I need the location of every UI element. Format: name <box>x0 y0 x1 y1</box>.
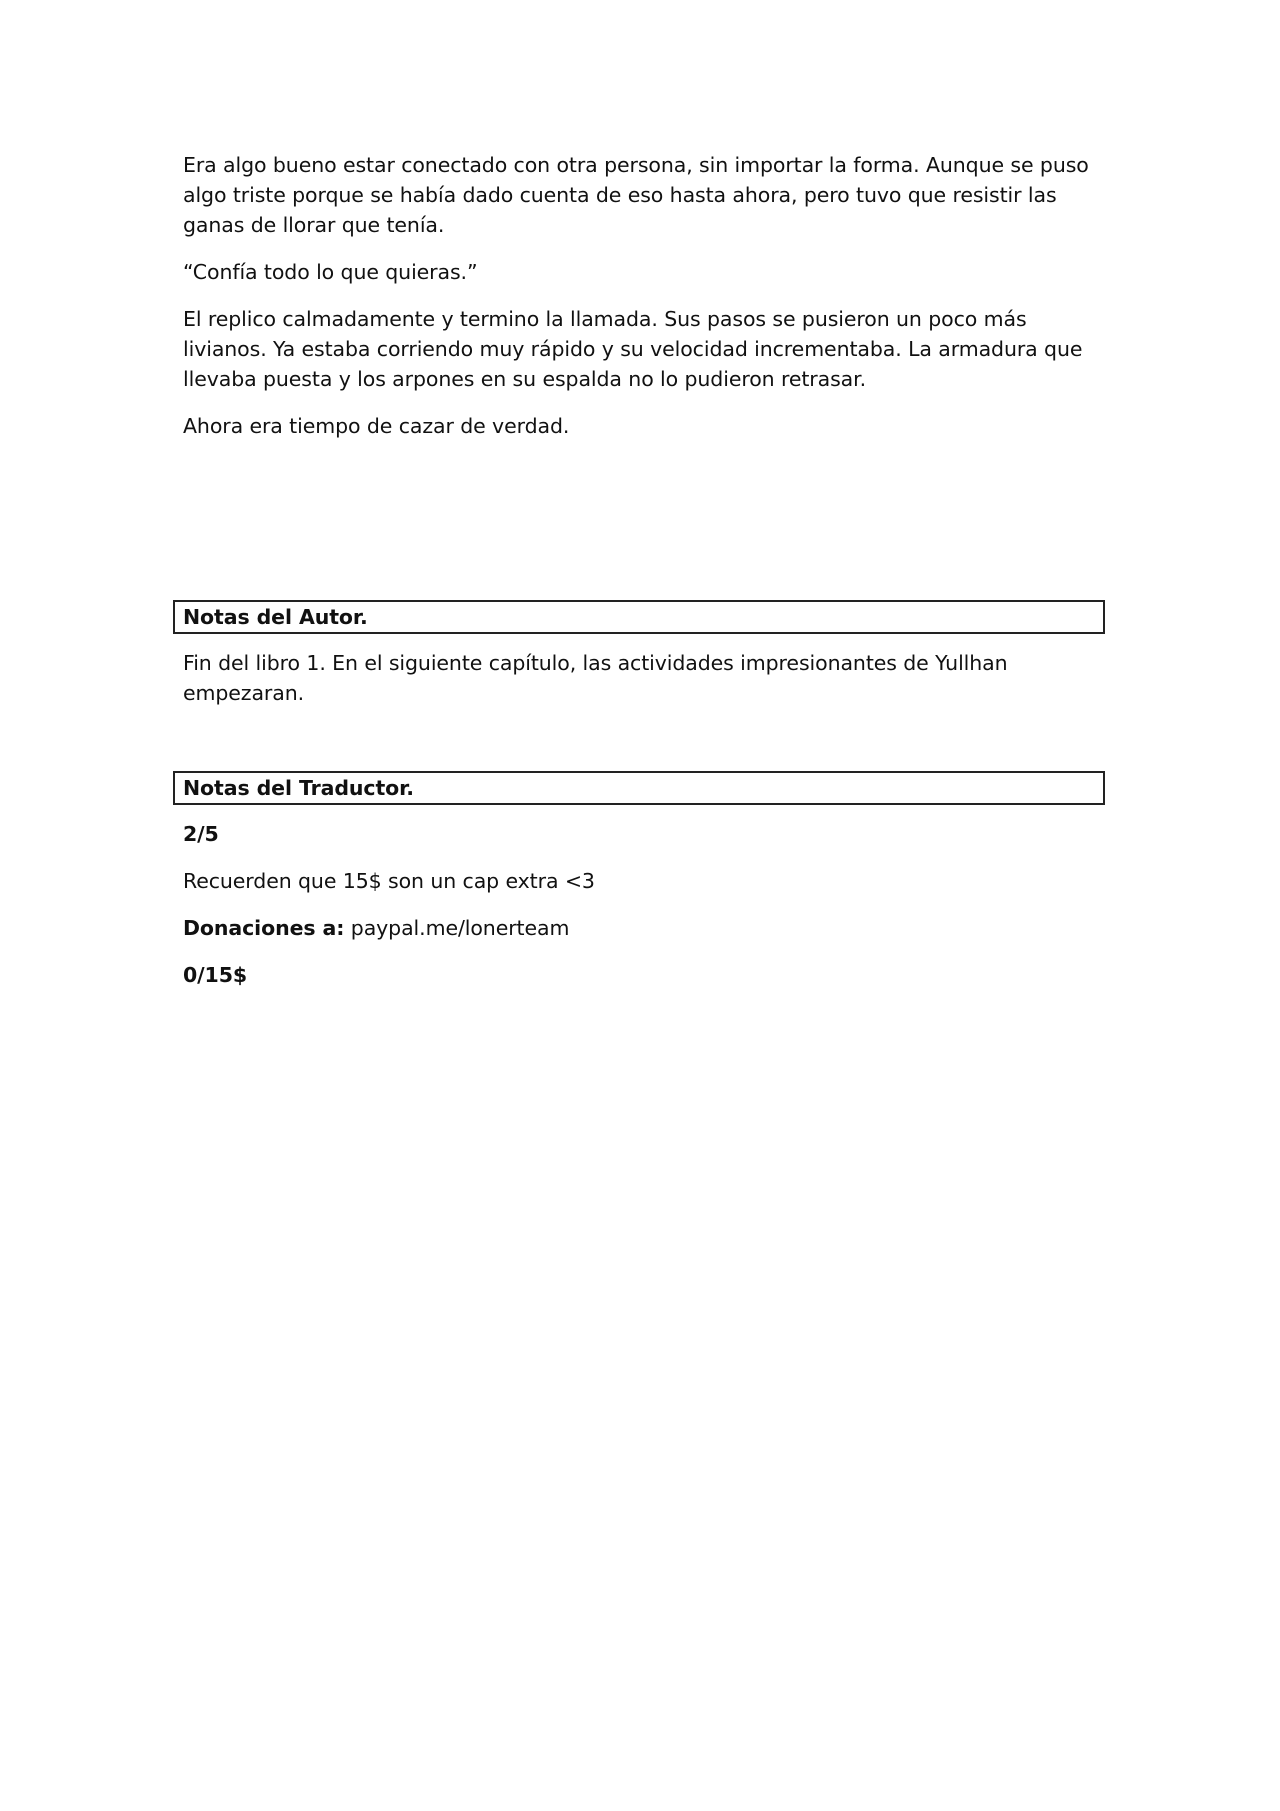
chapter-count: 2/5 <box>183 822 219 846</box>
story-paragraph-2: “Confía todo lo que quieras.” <box>183 260 478 284</box>
author-notes-heading: Notas del Autor. <box>173 600 1105 634</box>
donations-line <box>183 913 1103 943</box>
notes-spacer <box>183 725 1103 771</box>
donations-link[interactable]: paypal.me/lonerteam <box>344 916 570 940</box>
story-paragraph-3: El replico calmadamente y termino la llamada. Sus pasos se pusieron un poco más livianos. Ya estaba corriendo muy rápido y su velocidad incrementaba. La armadura que llevaba puesta y los arpones en su espalda no lo pudieron retrasar. <box>183 307 1083 391</box>
donation-progress: 0/15$ <box>183 963 248 987</box>
section-spacer <box>183 458 1103 600</box>
extra-chapter-reminder: Recuerden que 15$ son un cap extra <3 <box>183 869 595 893</box>
translator-notes-heading: Notas del Traductor. <box>173 771 1105 805</box>
story-paragraph-1: Era algo bueno estar conectado con otra persona, sin importar la forma. Aunque se puso algo triste porque se había dado cuenta de eso hasta ahora, pero tuvo que resistir las ganas de llorar que tenía. <box>183 153 1089 237</box>
donations-label: Donaciones a: <box>183 916 345 940</box>
author-notes-text: Fin del libro 1. En el siguiente capítulo, las actividades impresionantes de Yullhan empezaran. <box>183 651 1008 705</box>
document-content <box>183 150 1103 1007</box>
story-paragraph-4: Ahora era tiempo de cazar de verdad. <box>183 414 570 438</box>
